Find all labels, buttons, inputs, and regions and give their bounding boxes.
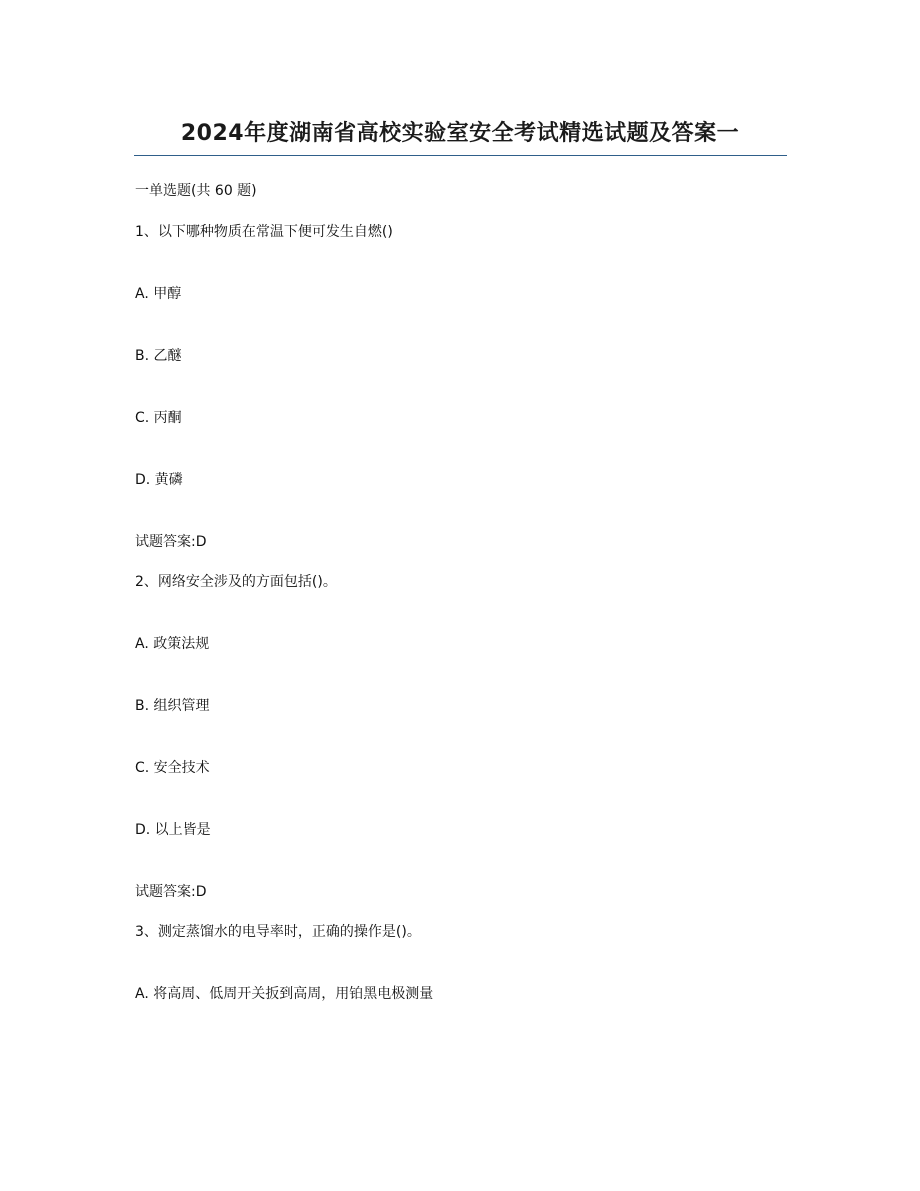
question-1-option-a: A. 甲醇: [135, 286, 182, 302]
question-stem-1: 1、以下哪种物质在常温下便可发生自燃(): [135, 224, 393, 240]
question-stem-3: 3、测定蒸馏水的电导率时，正确的操作是()。: [135, 924, 421, 940]
section-heading: 一单选题(共 60 题): [135, 183, 257, 199]
question-2-answer: 试题答案:D: [135, 884, 207, 900]
question-1-option-c: C. 丙酮: [135, 410, 182, 426]
question-2-option-b: B. 组织管理: [135, 698, 210, 714]
question-stem-2: 2、网络安全涉及的方面包括()。: [135, 574, 337, 590]
question-1-option-b: B. 乙醚: [135, 348, 182, 364]
document-title: 2024年度湖南省高校实验室安全考试精选试题及答案一: [180, 121, 740, 146]
question-1-answer: 试题答案:D: [135, 534, 207, 550]
question-1-option-d: D. 黄磷: [135, 472, 183, 488]
question-2-option-a: A. 政策法规: [135, 636, 210, 652]
question-3-option-a: A. 将高周、低周开关扳到高周，用铂黑电极测量: [135, 986, 434, 1002]
question-2-option-c: C. 安全技术: [135, 760, 210, 776]
title-underline: [134, 155, 787, 156]
question-2-option-d: D. 以上皆是: [135, 822, 211, 838]
